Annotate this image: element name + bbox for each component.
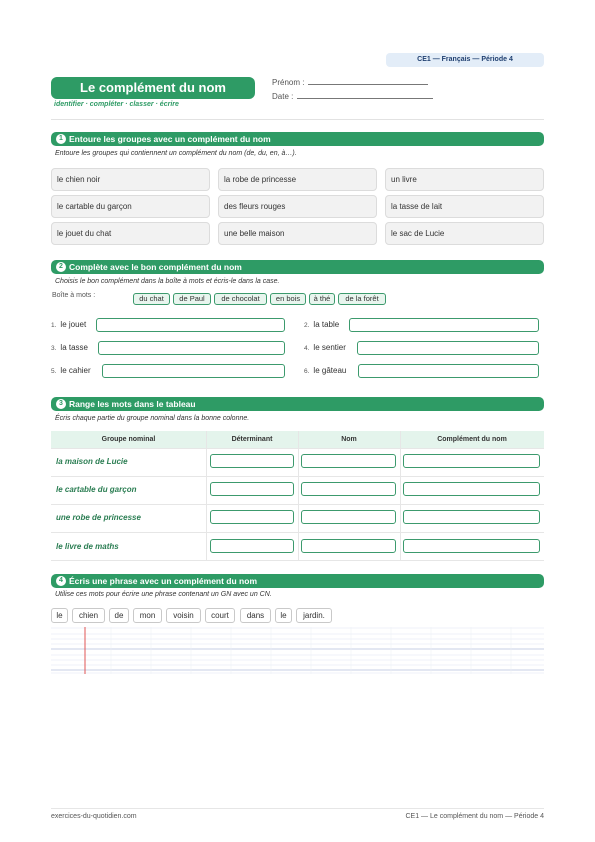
exercise-item <box>51 343 88 352</box>
table-divider <box>400 431 401 561</box>
footer-site: exercices-du-quotidien.com <box>51 813 137 820</box>
section3-instruction: Écris chaque partie du groupe nominal dans la bonne colonne. <box>55 415 250 422</box>
word-tile[interactable]: de <box>109 608 129 623</box>
word-bank-chip[interactable]: de chocolat <box>214 293 267 305</box>
cn-box[interactable] <box>403 539 540 553</box>
footer-reference: CE1 — Le complément du nom — Période 4 <box>405 813 544 820</box>
word-bank-chip[interactable]: du chat <box>133 293 170 305</box>
group-cell[interactable]: un livre <box>385 168 544 191</box>
section3-header <box>51 397 544 411</box>
worksheet-subtitle: identifier · compléter · classer · écrire <box>54 101 179 108</box>
item-text: le jouet <box>60 320 87 329</box>
table-divider <box>298 431 299 561</box>
item-number: 1. <box>51 322 57 329</box>
item-text: le sentier <box>313 343 346 352</box>
exercise-item <box>51 320 86 329</box>
table-header-gn: Groupe nominal <box>51 431 206 448</box>
word-bank-label: Boîte à mots : <box>52 292 96 299</box>
section2-number: 2 <box>56 262 66 272</box>
table-header-cn: Complément du nom <box>400 431 544 448</box>
cn-box[interactable] <box>403 482 540 496</box>
section4-title: Écris une phrase avec un complément du nom <box>69 576 257 586</box>
group-cell[interactable]: le jouet du chat <box>51 222 210 245</box>
determinant-box[interactable] <box>210 510 294 524</box>
word-tile[interactable]: court <box>205 608 235 623</box>
section1-title: Entoure les groupes avec un complément du nom <box>69 134 271 144</box>
section2-title: Complète avec le bon complément du nom <box>69 262 242 272</box>
answer-box[interactable] <box>358 364 539 378</box>
section2-header <box>51 260 544 274</box>
word-bank-chip[interactable]: de Paul <box>173 293 211 305</box>
table-row-line <box>51 532 544 533</box>
section1-header <box>51 132 544 146</box>
header-divider <box>51 119 544 120</box>
nom-box[interactable] <box>301 510 396 524</box>
item-number: 6. <box>304 368 310 375</box>
section2-instruction: Choisis le bon complément dans la boîte à mots et écris-le dans la case. <box>55 278 280 285</box>
prenom-label: Prénom : <box>272 78 305 87</box>
section3-number: 3 <box>56 399 66 409</box>
group-cell[interactable]: la robe de princesse <box>218 168 377 191</box>
group-cell[interactable]: le sac de Lucie <box>385 222 544 245</box>
table-row-gn: le cartable du garçon <box>56 485 137 494</box>
word-bank-chip[interactable]: à thé <box>309 293 335 305</box>
section1-number: 1 <box>56 134 66 144</box>
exercise-item <box>304 366 346 375</box>
answer-box[interactable] <box>102 364 285 378</box>
item-number: 3. <box>51 345 57 352</box>
group-cell[interactable]: le chien noir <box>51 168 210 191</box>
word-tile[interactable]: le <box>275 608 292 623</box>
word-tile[interactable]: le <box>51 608 68 623</box>
table-divider <box>206 431 207 561</box>
item-text: la tasse <box>60 343 88 352</box>
word-tile[interactable]: voisin <box>166 608 201 623</box>
word-tile[interactable]: jardin. <box>296 608 332 623</box>
nom-box[interactable] <box>301 482 396 496</box>
group-cell[interactable]: le cartable du garçon <box>51 195 210 218</box>
cn-box[interactable] <box>403 510 540 524</box>
item-number: 4. <box>304 345 310 352</box>
section4-number: 4 <box>56 576 66 586</box>
table-row-line <box>51 560 544 561</box>
section3-title: Range les mots dans le tableau <box>69 399 196 409</box>
nom-box[interactable] <box>301 454 396 468</box>
answer-box[interactable] <box>98 341 285 355</box>
table-header-determinant: Déterminant <box>206 431 298 448</box>
nom-box[interactable] <box>301 539 396 553</box>
date-line[interactable] <box>297 91 433 99</box>
word-tile[interactable]: dans <box>240 608 271 623</box>
answer-box[interactable] <box>96 318 285 332</box>
prenom-line[interactable] <box>308 77 428 85</box>
item-text: le gâteau <box>313 366 347 375</box>
determinant-box[interactable] <box>210 454 294 468</box>
item-text: le cahier <box>60 366 91 375</box>
exercise-item <box>304 343 346 352</box>
word-tile[interactable]: mon <box>133 608 162 623</box>
group-cell[interactable]: une belle maison <box>218 222 377 245</box>
date-label: Date : <box>272 92 294 101</box>
word-tile[interactable]: chien <box>72 608 105 623</box>
group-cell[interactable]: des fleurs rouges <box>218 195 377 218</box>
group-cell[interactable]: la tasse de lait <box>385 195 544 218</box>
section4-header <box>51 574 544 588</box>
worksheet-title: Le complément du nom <box>51 77 255 99</box>
answer-box[interactable] <box>349 318 539 332</box>
determinant-box[interactable] <box>210 539 294 553</box>
word-bank-chip[interactable]: en bois <box>270 293 306 305</box>
cn-box[interactable] <box>403 454 540 468</box>
exercise-item <box>51 366 91 375</box>
footer-divider <box>51 808 544 809</box>
table-row-gn: une robe de princesse <box>56 513 141 522</box>
date-field[interactable] <box>272 91 433 101</box>
word-bank-chip[interactable]: de la forêt <box>338 293 386 305</box>
determinant-box[interactable] <box>210 482 294 496</box>
section1-instruction: Entoure les groupes qui contiennent un complément du nom (de, du, en, à…). <box>55 150 297 157</box>
table-row-gn: le livre de maths <box>56 542 119 551</box>
table-row-line <box>51 448 544 449</box>
prenom-field[interactable] <box>272 77 428 87</box>
table-header-nom: Nom <box>298 431 400 448</box>
item-number: 5. <box>51 368 57 375</box>
table-row-gn: la maison de Lucie <box>56 457 128 466</box>
writing-area[interactable] <box>51 627 544 674</box>
item-text: la table <box>313 320 340 329</box>
answer-box[interactable] <box>357 341 539 355</box>
section4-instruction: Utilise ces mots pour écrire une phrase contenant un GN avec un CN. <box>55 591 272 598</box>
table-row-line <box>51 476 544 477</box>
exercise-item <box>304 320 339 329</box>
table-row-line <box>51 504 544 505</box>
item-number: 2. <box>304 322 310 329</box>
level-badge: CE1 — Français — Période 4 <box>386 53 544 67</box>
